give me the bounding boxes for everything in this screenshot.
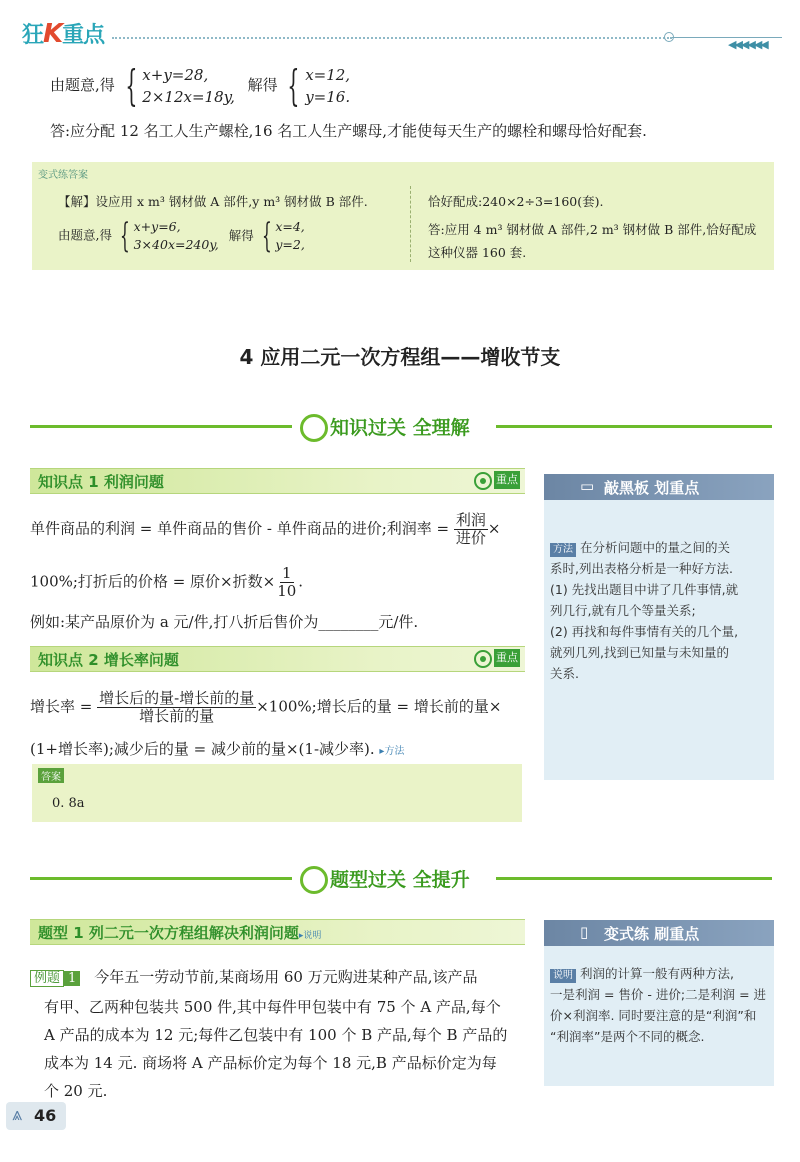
- kp1-formula-line1: 单件商品的利润 = 单件商品的售价 - 单件商品的进价;利润率 = $\frac{\text{利润}}{\text{进价}}$ ×: [30, 511, 501, 547]
- explain-link[interactable]: ▸说明: [298, 931, 322, 941]
- key-point-badge: 重点: [494, 649, 520, 667]
- variant-answer-system: 由题意,得 { x+y=6, 3×40x=240y, 解得 { x=4, y=2,: [58, 216, 305, 256]
- kp1-example: 例如:某产品原价为 a 元/件,打八折后售价为________元/件.: [30, 613, 419, 631]
- header-arrows-icon: ◀◀◀◀◀◀: [728, 38, 767, 51]
- banner-rule-left: [30, 877, 292, 880]
- sidebar1-text: 方法 在分析问题中的量之间的关 系时,列出表格分析是一种好方法. (1) 先找出题目中讲了几件事情,就 列几行,就有几个等量关系; (2) 再找和每件事情有关的几个量, 就列几列,找到已知量与未知量的 关系.: [550, 540, 739, 681]
- explain-tag: 说明: [550, 969, 576, 983]
- variant-answer-tag: 变式练答案: [38, 170, 88, 181]
- variant-answer-right1: 恰好配成:240×2÷3=160(套).: [428, 194, 604, 209]
- banner-rule-right: [496, 425, 772, 428]
- banner-rule-right: [496, 877, 772, 880]
- target-icon: [474, 650, 492, 668]
- kp2-formula-line2: (1+增长率);减少后的量 = 减少前的量×(1-减少率). ▸方法: [30, 740, 405, 758]
- top-answer: 答:应分配 12 名工人生产螺栓,16 名工人生产螺母,才能使每天生产的螺栓和螺母恰好配套.: [50, 122, 647, 140]
- method-link[interactable]: ▸方法: [379, 746, 405, 757]
- key-point-badge: 重点: [494, 471, 520, 489]
- method-tag: 方法: [550, 543, 576, 557]
- kp-answer-tag: 答案: [38, 768, 64, 783]
- target-icon: [474, 472, 492, 490]
- chalkboard-icon: ▭: [580, 477, 595, 495]
- variant-answer-right2: 答:应用 4 m³ 钢材做 A 部件,2 m³ 钢材做 B 部件,恰好配成: [428, 222, 757, 237]
- knowledge-banner: 知识过关 全理解: [330, 417, 470, 439]
- page-number: 46: [34, 1106, 57, 1125]
- equation-system-1: { x+y=28, 2×12x=18y,: [124, 61, 235, 110]
- kp-answer-box: [32, 764, 522, 822]
- swirl-icon: [300, 414, 328, 442]
- answer-divider: [410, 186, 411, 262]
- kp2-label: 知识点 2 增长率问题: [38, 651, 179, 669]
- type1-label: 题型 1 列二元一次方程组解决利润问题▸说明: [38, 924, 322, 942]
- student-icon: ▯: [580, 923, 589, 941]
- sidebar1-header: ▭ 敲黑板 划重点: [544, 474, 774, 500]
- banner-rule-left: [30, 425, 292, 428]
- section-title: 4 应用二元一次方程组——增收节支: [239, 345, 561, 369]
- variant-answer-right3: 这种仪器 160 套.: [428, 245, 527, 260]
- equation-system-2: { x=12, y=16.: [287, 61, 351, 110]
- kp2-formula-line1: 增长率 = $\frac{\text{增长后的量-增长前的量}}{\text{增长前的量}}$ ×100%;增长后的量 = 增长前的量×: [30, 689, 502, 725]
- variant-answer-line1: 【解】设应用 x m³ 钢材做 A 部件,y m³ 钢材做 B 部件.: [58, 194, 368, 209]
- brand-logo: 狂K重点: [22, 19, 105, 49]
- sidebar2-header: ▯ 变式练 刷重点: [544, 920, 774, 946]
- example-tag: 例题: [30, 970, 64, 987]
- types-banner: 题型过关 全提升: [330, 869, 470, 891]
- compass-icon: ⩓: [12, 1104, 23, 1125]
- swirl-icon: [300, 866, 328, 894]
- kp-answer-value: 0. 8a: [52, 796, 85, 811]
- header-dotted-rule: [112, 37, 672, 39]
- kp1-formula-line2: 100%;打折后的价格 = 原价×折数× $\frac{1}{10}$ .: [30, 564, 304, 600]
- kp1-label: 知识点 1 利润问题: [38, 473, 164, 491]
- example-number: 1: [64, 971, 80, 986]
- example1: 例题 1 今年五一劳动节前,某商场用 60 万元购进某种产品,该产品 有甲、乙两种包装共 500 件,其中每件甲包装中有 75 个 A 产品,每个 A 产品的成本为 12 元;每件乙包装中有 100 个 B 产品,每个 B 产品的 成本为 14 元. 商场将 A 产品标价定为每个 18 元,B 产品标价定为每 个 20 元.: [30, 963, 525, 1105]
- top-equation-line: 由题意,得 { x+y=28, 2×12x=18y, 解得 { x=12, y=16.: [50, 61, 351, 110]
- sidebar2-text: 说明 利润的计算一般有两种方法, 一是利润 = 售价 - 进价;二是利润 = 进 价×利润率. 同时要注意的是“利润”和 “利润率”是两个不同的概念.: [550, 966, 767, 1044]
